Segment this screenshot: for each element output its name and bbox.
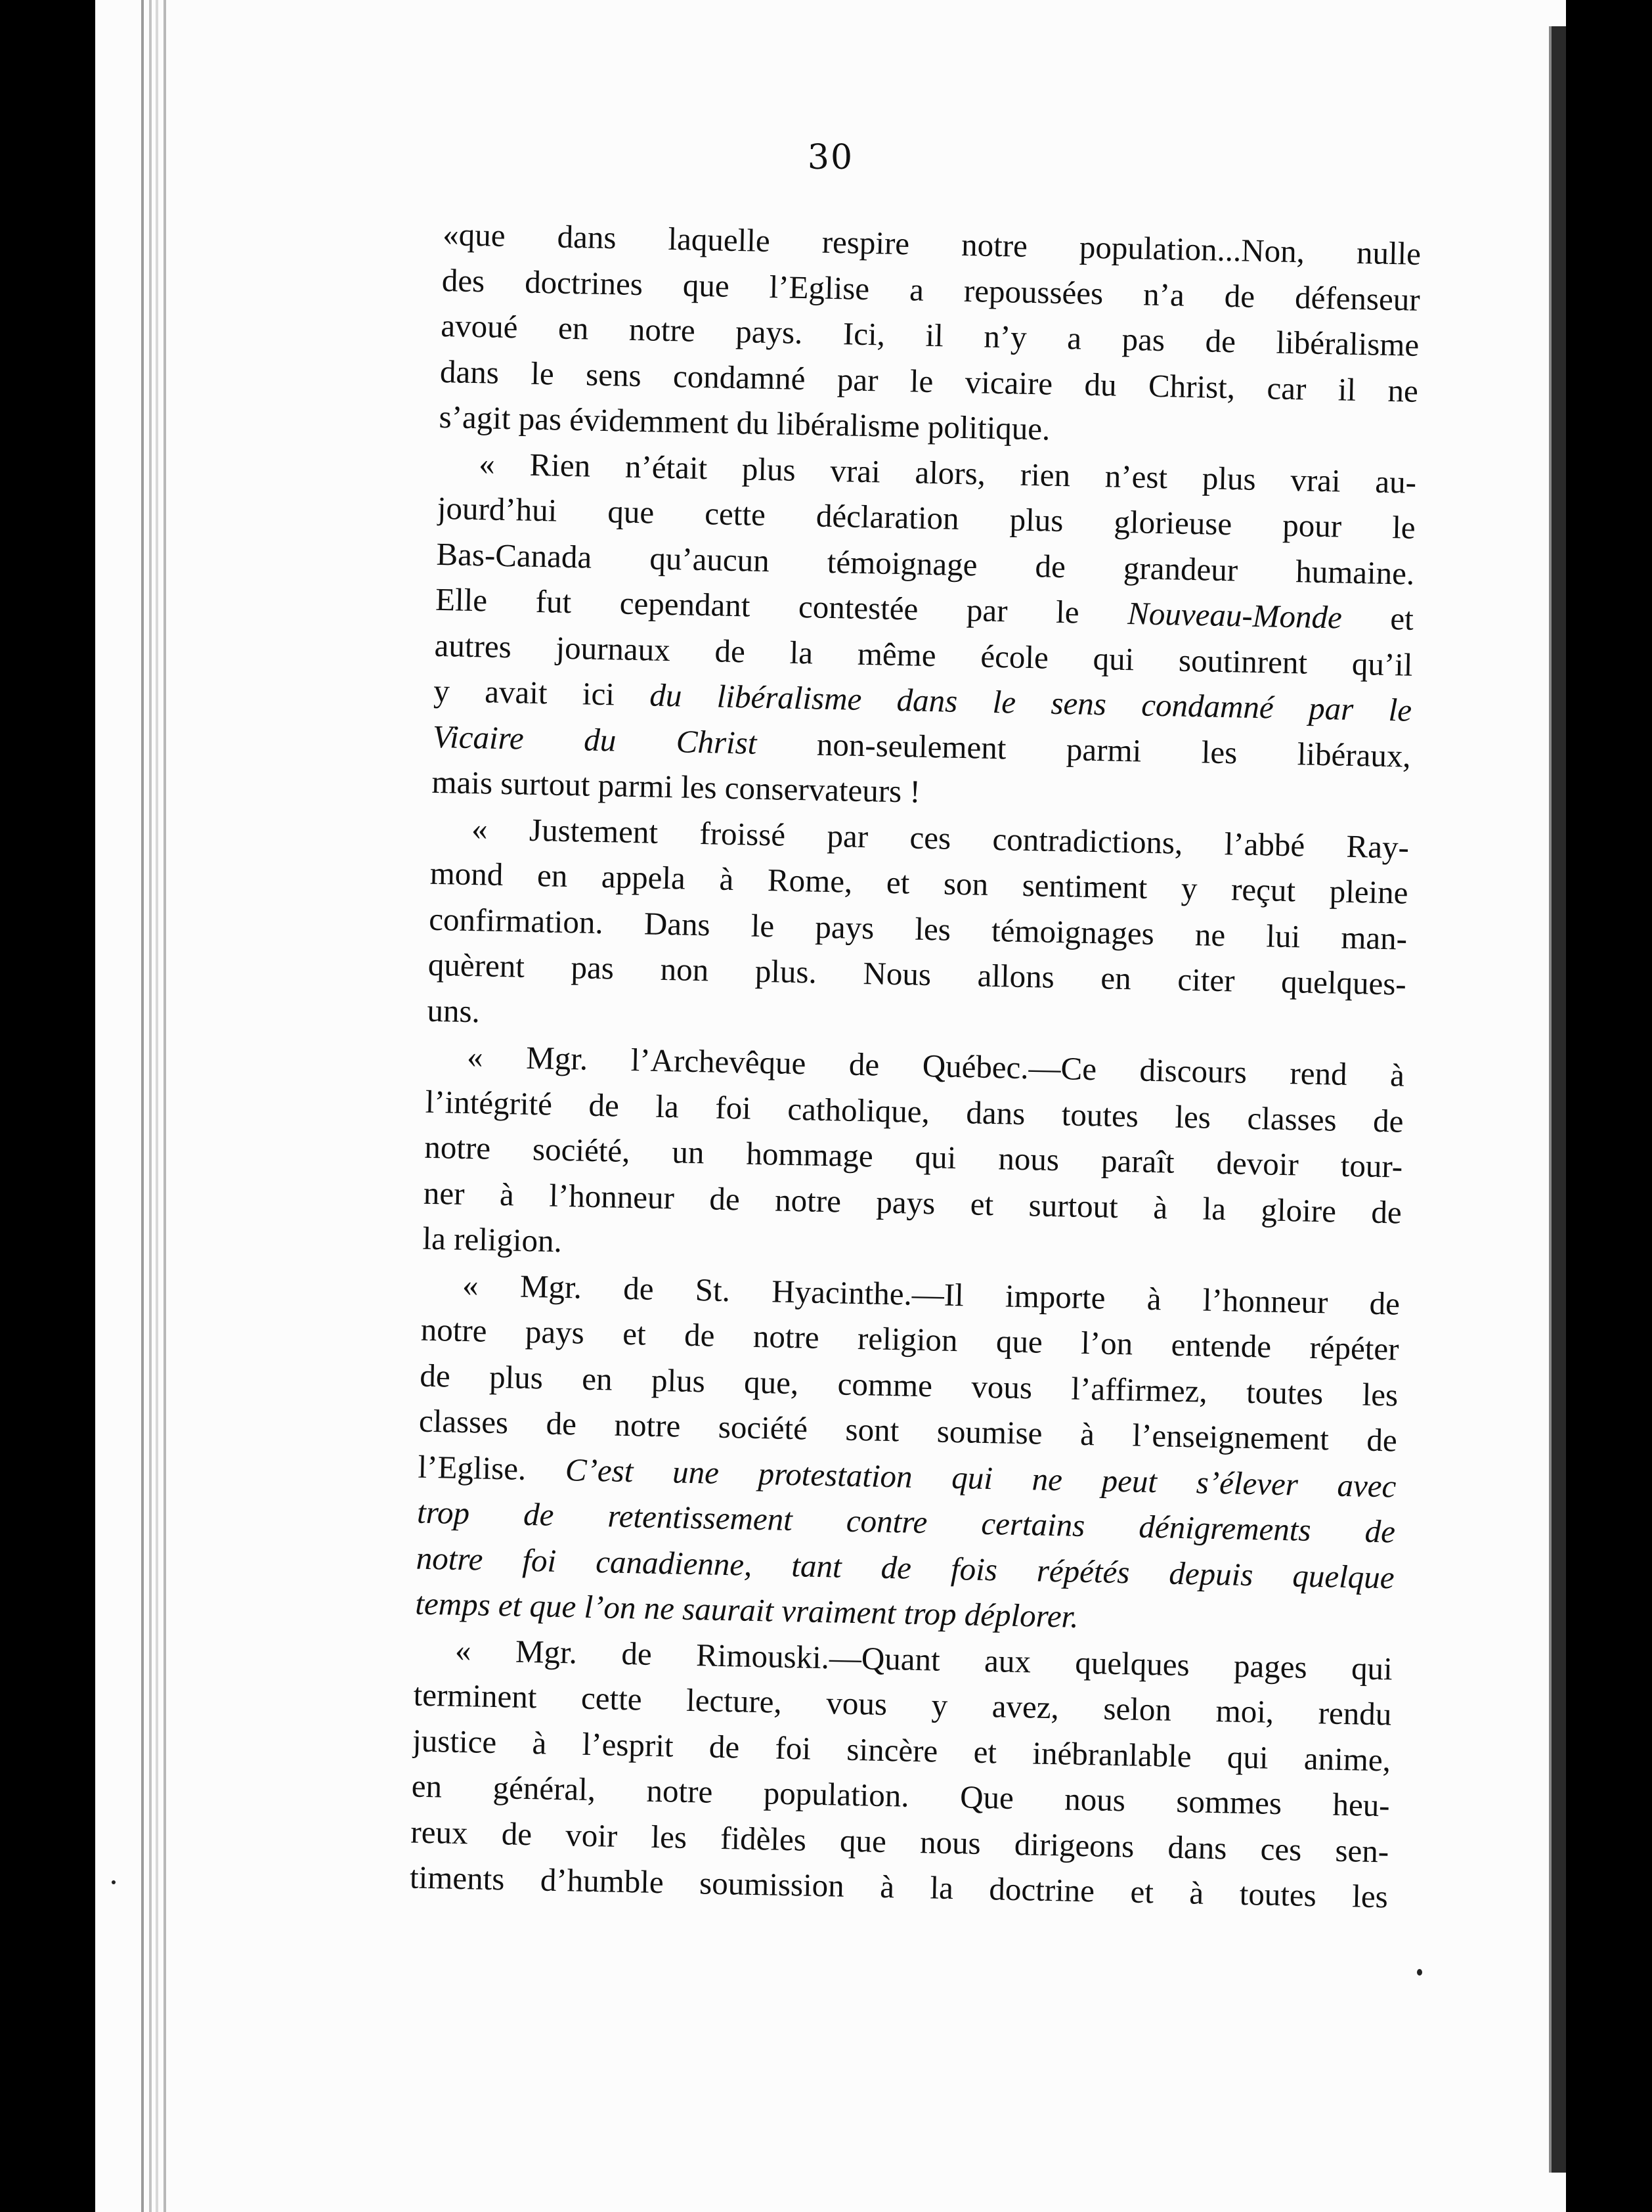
ink-speck xyxy=(112,1880,116,1884)
text-segment: uns. xyxy=(427,992,481,1029)
text-segment: l’Eglise. xyxy=(418,1448,566,1488)
binding-edge-line xyxy=(149,0,152,2212)
text-segment: dans le sens condamné par le vicaire du Christ, car il ne xyxy=(439,353,1419,409)
text-segment: des doctrines que l’Eglise a repoussées n’a de défenseur xyxy=(441,261,1421,318)
text-segment: notre société, un hommage qui nous paraît devoir tour- xyxy=(424,1128,1403,1185)
text-segment: l’intégrité de la foi catholique, dans toutes les classes de xyxy=(425,1083,1404,1139)
italic-text: temps et que l’on ne saurait vraiment trop déplorer. xyxy=(414,1585,1079,1635)
text-segment: « Rien n’était plus vrai alors, rien n’est plus vrai au- xyxy=(478,445,1417,500)
text-segment: avoué en notre pays. Ici, il n’y a pas de libéralisme xyxy=(440,307,1420,363)
binding-edge-line xyxy=(163,0,166,2212)
text-segment: ner à l’honneur de notre pays et surtout à la gloire de xyxy=(423,1174,1402,1231)
text-segment: y avait ici xyxy=(433,672,650,713)
ink-speck xyxy=(1417,1969,1422,1976)
text-segment: de plus en plus que, comme vous l’affirmez, toutes les xyxy=(419,1357,1399,1413)
text-segment: autres journaux de la même école qui soutinrent qu’il xyxy=(434,627,1414,683)
body-text xyxy=(409,211,1421,1920)
italic-text: Nouveau-Monde xyxy=(1127,595,1343,636)
text-segment: jourd’hui que cette déclaration plus glorieuse pour le xyxy=(437,489,1416,546)
text-segment: en général, notre population. Que nous sommes heu- xyxy=(411,1767,1391,1824)
binding-edge-line xyxy=(141,0,144,2212)
text-segment: « Mgr. de St. Hyacinthe.—Il importe à l’honneur de xyxy=(462,1266,1401,1322)
text-segment: «que dans laquelle respire notre population...Non, nulle xyxy=(442,215,1422,272)
text-segment: non-seulement parmi les libéraux, xyxy=(756,724,1412,774)
page-number: 30 xyxy=(807,138,854,177)
text-segment: « Mgr. de Rimouski.—Quant aux quelques pages qui xyxy=(454,1631,1393,1687)
text-segment: notre pays et de notre religion que l’on entende répéter xyxy=(420,1311,1400,1367)
italic-text: Vicaire du Christ xyxy=(432,718,757,761)
text-segment: « Justement froissé par ces contradictions, l’abbé Ray- xyxy=(471,810,1410,866)
italic-text: du libéralisme dans le sens condamné par le xyxy=(649,676,1412,728)
text-segment: reux de voir les fidèles que nous dirigeons dans ces sen- xyxy=(410,1813,1389,1869)
text-segment: quèrent pas non plus. Nous allons en citer quelques- xyxy=(427,946,1407,1002)
text-segment: s’agit pas évidemment du libéralisme politique. xyxy=(439,398,1051,447)
text-segment: Bas-Canada qu’aucun témoignage de grandeur humaine. xyxy=(435,535,1415,592)
text-segment: justice à l’esprit de foi sincère et inébranlable qui anime, xyxy=(412,1722,1391,1778)
text-segment: confirmation. Dans le pays les témoignages ne lui man- xyxy=(428,900,1408,957)
text-segment: « Mgr. l’Archevêque de Québec.—Ce discours rend à xyxy=(466,1038,1405,1094)
text-segment: classes de notre société sont soumise à l’enseignement de xyxy=(418,1402,1398,1459)
text-segment: timents d’humble soumission à la doctrine et à toutes les xyxy=(409,1859,1389,1915)
italic-text: trop de retentissement contre certains dénigrements de xyxy=(416,1493,1396,1550)
text-segment: terminent cette lecture, vous y avez, selon moi, rendu xyxy=(413,1676,1392,1733)
italic-text: C’est une protestation qui ne peut s’élever avec xyxy=(565,1451,1397,1505)
binding-edge-line xyxy=(156,0,158,2212)
text-segment: mais surtout parmi les conservateurs ! xyxy=(431,763,921,810)
text-segment: mond en appela à Rome, et son sentiment y reçut pleine xyxy=(429,854,1409,911)
book-page xyxy=(95,0,1566,2212)
text-segment: la religion. xyxy=(422,1220,563,1259)
text-segment: Elle fut cependant contestée par le xyxy=(435,581,1128,632)
fore-edge-shadow xyxy=(1552,26,1566,2173)
italic-text: notre foi canadienne, tant de fois répétés depuis quelque xyxy=(416,1539,1395,1595)
text-segment: et xyxy=(1341,599,1414,637)
